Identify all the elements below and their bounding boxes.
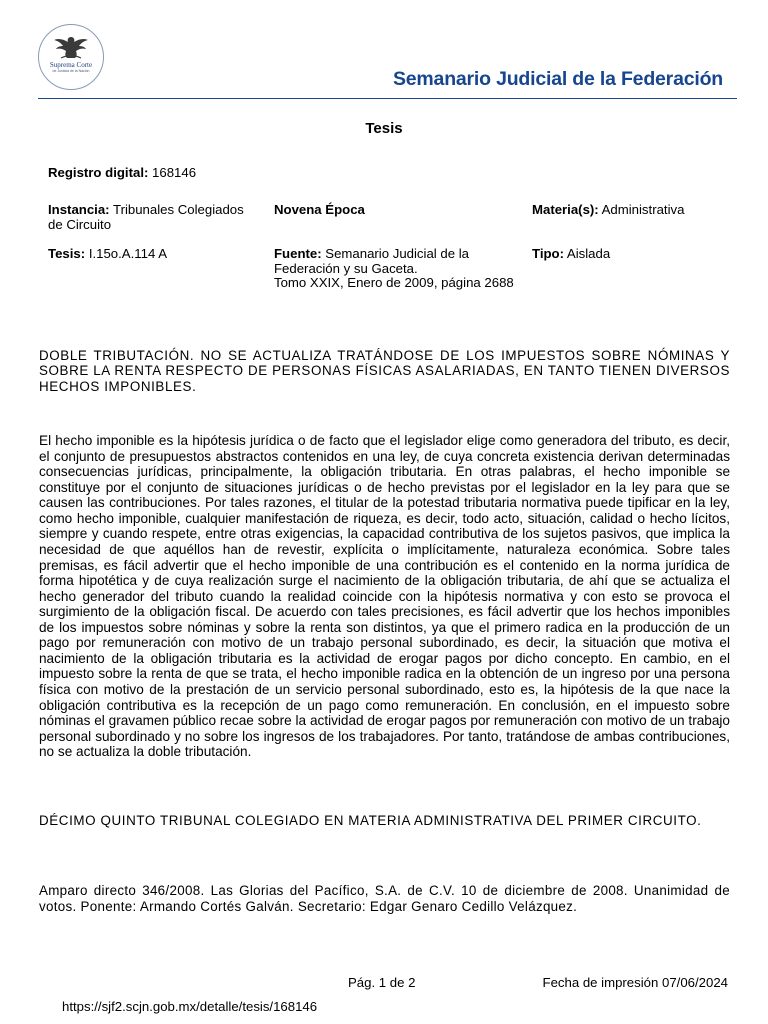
fuente xyxy=(274,247,524,291)
registro-value: 168146 xyxy=(152,165,197,180)
precedent: Amparo directo 346/2008. Las Glorias del Pacífico, S.A. de C.V. 10 de diciembre de 2008. Unanimidad de votos. Ponente: Armando Cortés Galván. Secretario: Edgar Genaro Cedillo Velázquez. xyxy=(39,883,730,914)
source-url: https://sjf2.scjn.gob.mx/detalle/tesis/168146 xyxy=(62,999,318,1014)
materia-value: Administrativa xyxy=(601,202,685,217)
site-title: Semanario Judicial de la Federación xyxy=(392,68,723,90)
header-divider xyxy=(38,98,737,99)
epoca xyxy=(274,203,365,218)
fuente-value: Semanario Judicial de la Federación y su Gaceta. xyxy=(274,246,469,276)
registro-label: Registro digital: xyxy=(48,165,149,180)
fuente-label: Fuente: xyxy=(274,246,322,261)
instancia xyxy=(48,203,248,232)
tesis-body: El hecho imponible es la hipótesis jurídica o de facto que el legislador elige como generadora del tributo, es decir, el conjunto de presupuestos abstractos contenidos en una ley, de cuya concreta existencia derivan determinadas consecuencias jurídicas, principalmente, la obligación tributaria. En otras palabras, el hecho imponible se constituye por el conjunto de situaciones jurídicas o de hecho previstas por el legislador en la ley para que se causen las contribuciones. Por tales razones, el titular de la potestad tributaria normativa puede tipificar en la ley, como hecho imponible, cualquier manifestación de riqueza, es decir, todo acto, situación, calidad o hecho lícitos, siempre y cuando respete, entre otras exigencias, la capacidad contributiva de los sujetos pasivos, que implica la necesidad de que aquéllos han de revestir, explícita o implícitamente, naturaleza económica. Sobre tales premisas, es fácil advertir que el hecho imponible de una contribución es el contenido en la norma jurídica de forma hipotética y de cuya realización surge el nacimiento de la obligación tributaria, de ahí que se actualiza el hecho generador del tributo cuando la realidad coincide con la hipótesis normativa y con esto se provoca el surgimiento de la obligación fiscal. De acuerdo con tales precisiones, es fácil advertir que los hechos imponibles de los impuestos sobre nóminas y sobre la renta son distintos, ya que el primero radica en la producción de un pago por remuneración con motivo de un trabajo personal subordinado, es decir, la situación que motiva el nacimiento de la obligación tributaria es la actividad de erogar pagos por dicho concepto. En cambio, en el impuesto sobre la renta de que se trata, el hecho imponible radica en la obtención de un ingreso por una persona física con motivo de la prestación de un servicio personal subordinado, esto es, la hipótesis de la que nace la obligación contributiva es la recepción de un pago como remuneración. En conclusión, en el impuesto sobre nóminas el gravamen público recae sobre la actividad de erogar pagos por remuneración con motivo de un trabajo personal subordinado y no sobre los ingresos de los trabajadores. Por tanto, tratándose de ambas contribuciones, no se actualiza la doble tributación. xyxy=(39,433,730,760)
tesis-heading: DOBLE TRIBUTACIÓN. NO SE ACTUALIZA TRATÁNDOSE DE LOS IMPUESTOS SOBRE NÓMINAS Y SOBRE LA RENTA RESPECTO DE PERSONAS FÍSICAS ASALARIADAS, EN TANTO TIENEN DIVERSOS HECHOS IMPONIBLES. xyxy=(39,348,730,394)
tipo xyxy=(532,247,610,262)
tipo-label: Tipo: xyxy=(532,246,564,261)
fuente-tomo: Tomo XXIX, Enero de 2009, página 2688 xyxy=(274,275,514,291)
print-date: Fecha de impresión 07/06/2024 xyxy=(542,975,728,990)
instancia-value: Tribunales Colegiados de Circuito xyxy=(48,202,244,232)
scjn-logo xyxy=(38,24,104,90)
materia-label: Materia(s): xyxy=(532,202,599,217)
epoca-value: Novena Época xyxy=(274,202,365,217)
logo-text-main: Suprema Corte xyxy=(49,61,93,69)
eagle-icon xyxy=(51,34,91,60)
registro-digital xyxy=(48,166,196,181)
tesis xyxy=(48,247,167,262)
court-name: DÉCIMO QUINTO TRIBUNAL COLEGIADO EN MATERIA ADMINISTRATIVA DEL PRIMER CIRCUITO. xyxy=(39,813,702,828)
tipo-value: Aislada xyxy=(566,246,611,261)
tesis-value: I.15o.A.114 A xyxy=(88,246,168,261)
document-type: Tesis xyxy=(365,120,403,137)
logo-text-sub: de Justicia de la Nación xyxy=(52,69,90,73)
instancia-label: Instancia: xyxy=(48,202,110,217)
tesis-label: Tesis: xyxy=(48,246,86,261)
page-number: Pág. 1 de 2 xyxy=(348,975,416,990)
materia xyxy=(532,203,684,218)
